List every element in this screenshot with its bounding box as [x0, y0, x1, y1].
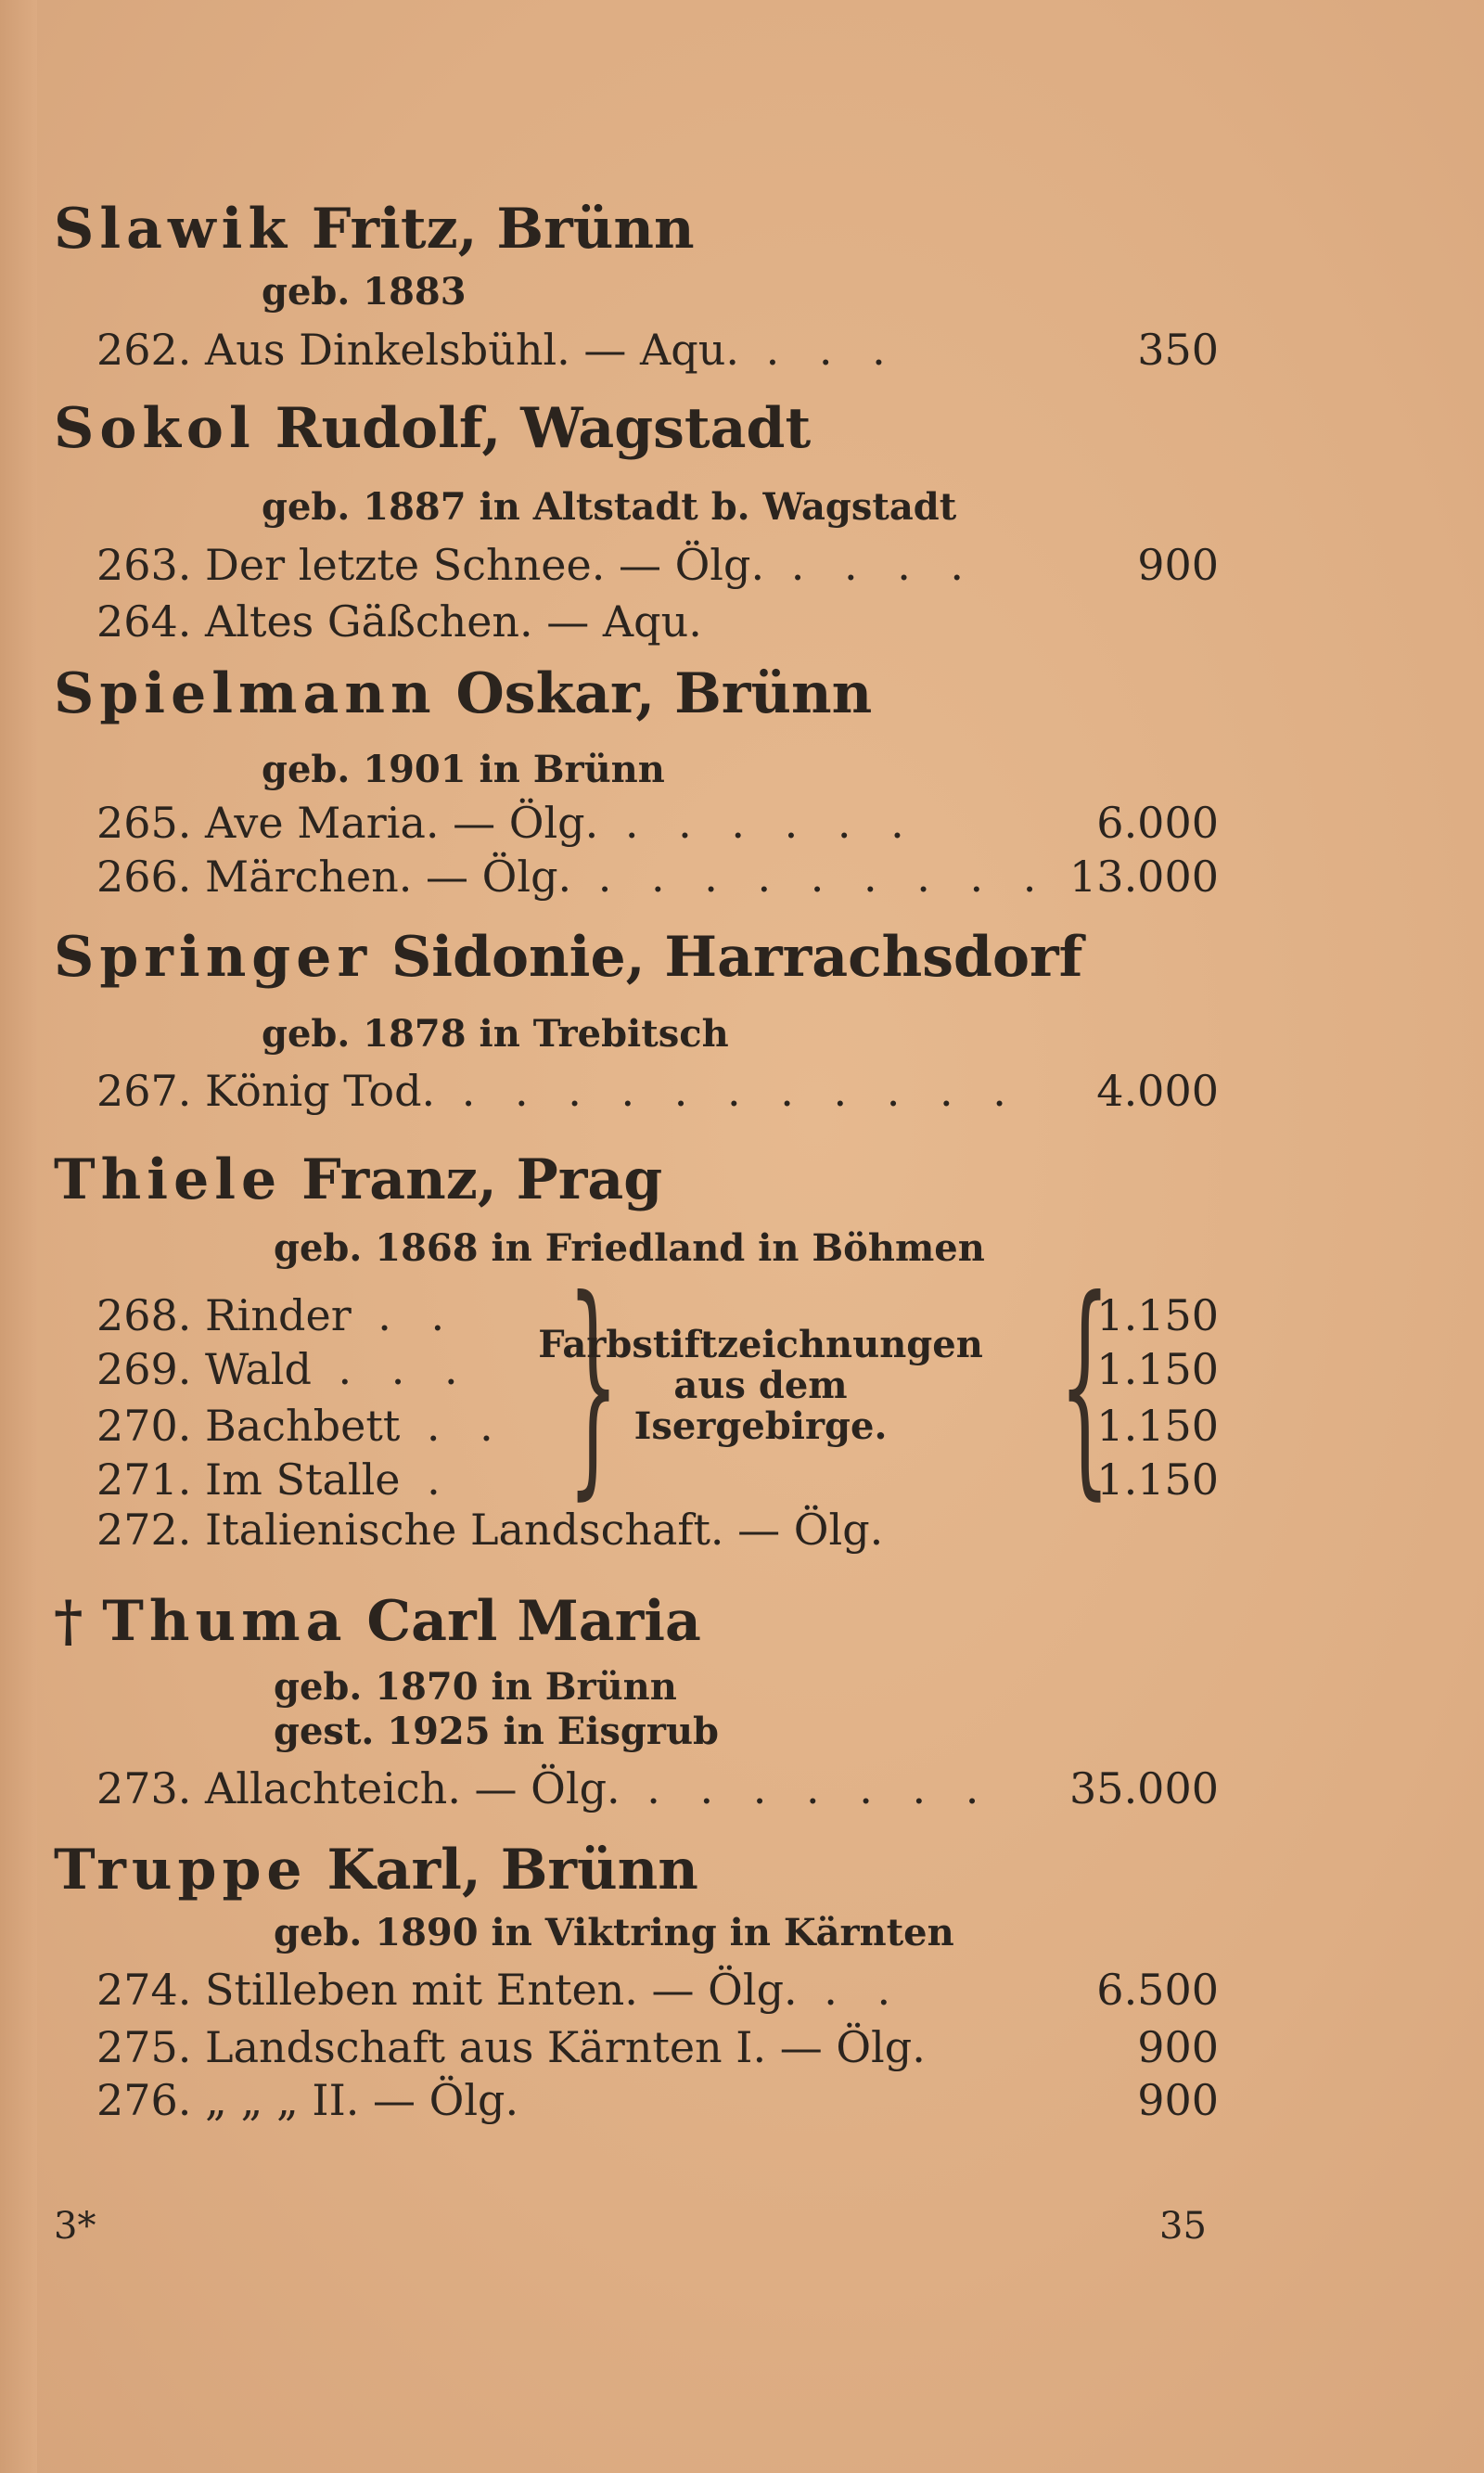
work-number: 276. [96, 2075, 192, 2125]
work-title: Italienische Landschaft. — Ölg. [205, 1505, 884, 1555]
dot-leader: . . . . . . . [620, 1763, 992, 1813]
artist-heading [54, 1589, 701, 1654]
work-price: 1.150 [1096, 1401, 1219, 1451]
artist-surname: Thiele [54, 1147, 283, 1212]
work-entry [96, 1761, 1219, 1816]
work-title: Altes Gäßchen. — Aqu. [205, 596, 702, 647]
work-price: 6.000 [1096, 798, 1219, 848]
work-number: 270. [96, 1401, 192, 1451]
work-entry [96, 537, 1219, 593]
group-note-line: Isergebirge. [633, 1404, 888, 1448]
work-title: Allachteich. — Ölg. [205, 1763, 620, 1813]
work-price: 1.150 [1096, 1454, 1219, 1505]
work-price: 35.000 [1069, 1763, 1219, 1813]
work-number: 275. [96, 2022, 192, 2072]
work-title: Der letzte Schnee. — Ölg. [205, 540, 765, 590]
work-title: Rinder [205, 1290, 352, 1340]
work-title: Ave Maria. — Ölg. [205, 798, 599, 848]
right-brace: } [567, 1249, 620, 1519]
artist-life-dates: geb. 1901 in Brünn [262, 748, 665, 791]
artist-heading [54, 661, 873, 726]
work-number: 267. [96, 1066, 192, 1116]
work-price: 1.150 [1096, 1344, 1219, 1394]
work-title: Märchen. — Ölg. [205, 852, 572, 902]
dot-leader: . . [797, 1965, 904, 2015]
work-price: 13.000 [1069, 852, 1219, 902]
artist-life-dates: gest. 1925 in Eisgrub [274, 1710, 720, 1753]
artist-name-place: Franz, Prag [282, 1147, 663, 1212]
work-title: „ „ „ II. — Ölg. [205, 2075, 519, 2125]
dot-leader: . [400, 1454, 454, 1505]
artist-surname: Thuma [102, 1589, 348, 1654]
work-entry [96, 849, 1219, 904]
dot-leader: . . . . [764, 540, 978, 590]
work-entry [96, 1063, 1219, 1119]
artist-surname: Spielmann [54, 661, 437, 726]
work-price: 6.500 [1096, 1965, 1219, 2015]
sheet-signature: 3* [54, 2205, 96, 2248]
group-note-line: aus dem [673, 1364, 848, 1407]
work-number: 271. [96, 1454, 192, 1505]
work-price: 900 [1137, 2022, 1219, 2072]
page-edge [0, 0, 37, 2473]
work-number: 266. [96, 852, 192, 902]
death-mark: † [54, 1589, 103, 1654]
dot-leader: . . [351, 1290, 458, 1340]
left-brace: { [1058, 1249, 1111, 1519]
artist-surname: Springer [54, 925, 373, 990]
work-title: König Tod. [205, 1066, 436, 1116]
group-note [529, 1325, 992, 1447]
work-number: 274. [96, 1965, 192, 2015]
work-title: Stilleben mit Enten. — Ölg. [205, 1965, 798, 2015]
artist-heading [54, 1147, 663, 1212]
work-price: 900 [1137, 540, 1219, 590]
dot-leader: . . . [738, 325, 899, 375]
work-number: 264. [96, 596, 192, 647]
work-title: Bachbett [205, 1401, 401, 1451]
artist-name-place: Fritz, Brünn [292, 197, 695, 262]
artist-name-place: Karl, Brünn [307, 1838, 698, 1903]
work-title: Landschaft aus Kärnten I. — Ölg. [205, 2022, 926, 2072]
work-number: 265. [96, 798, 192, 848]
artist-surname: Slawik [54, 197, 293, 262]
work-entry [96, 2019, 1219, 2075]
artist-name-place: Rudolf, Wagstadt [255, 396, 812, 461]
work-title: Wald [205, 1344, 312, 1394]
artist-life-dates: geb. 1887 in Altstadt b. Wagstadt [262, 485, 957, 529]
artist-surname: Truppe [54, 1838, 308, 1903]
artist-heading [54, 197, 695, 262]
artist-heading [54, 925, 1083, 990]
work-entry [96, 795, 1219, 851]
artist-life-dates: geb. 1878 in Trebitsch [262, 1012, 729, 1056]
artist-name-place: Carl Maria [347, 1589, 701, 1654]
artist-name-place: Sidonie, Harrachsdorf [372, 925, 1083, 990]
artist-life-dates: geb. 1890 in Viktring in Kärnten [274, 1911, 954, 1954]
work-number: 273. [96, 1763, 192, 1813]
work-price: 350 [1137, 325, 1219, 375]
dot-leader: . . . . . . [598, 798, 917, 848]
work-price: 4.000 [1096, 1066, 1219, 1116]
work-number: 263. [96, 540, 192, 590]
page-number: 35 [1159, 2205, 1207, 2248]
dot-leader: . . . . . . . . . . . [435, 1066, 1019, 1116]
work-entry [96, 2072, 1219, 2128]
dot-leader: . . . . . . . . . [571, 852, 1050, 902]
work-entry [96, 322, 1219, 378]
group-note-line: Farbstiftzeichnungen [538, 1323, 983, 1366]
work-title: Aus Dinkelsbühl. — Aqu. [205, 325, 739, 375]
artist-name-place: Oskar, Brünn [436, 661, 873, 726]
artist-life-dates: geb. 1868 in Friedland in Böhmen [274, 1226, 985, 1270]
work-entry [96, 1452, 1219, 1507]
work-number: 268. [96, 1290, 192, 1340]
artist-heading [54, 396, 812, 461]
artist-heading [54, 1838, 698, 1903]
work-entry [96, 1962, 1219, 2018]
work-title: Im Stalle [205, 1454, 401, 1505]
artist-life-dates: geb. 1883 [262, 270, 467, 314]
work-number: 262. [96, 325, 192, 375]
work-price: 900 [1137, 2075, 1219, 2125]
artist-life-dates: geb. 1870 in Brünn [274, 1665, 677, 1709]
work-number: 269. [96, 1344, 192, 1394]
dot-leader: . . [400, 1401, 506, 1451]
work-entry [96, 1502, 1219, 1557]
dot-leader: . . . [311, 1344, 471, 1394]
work-entry [96, 594, 1219, 649]
work-number: 272. [96, 1505, 192, 1555]
work-price: 1.150 [1096, 1290, 1219, 1340]
artist-surname: Sokol [54, 396, 256, 461]
